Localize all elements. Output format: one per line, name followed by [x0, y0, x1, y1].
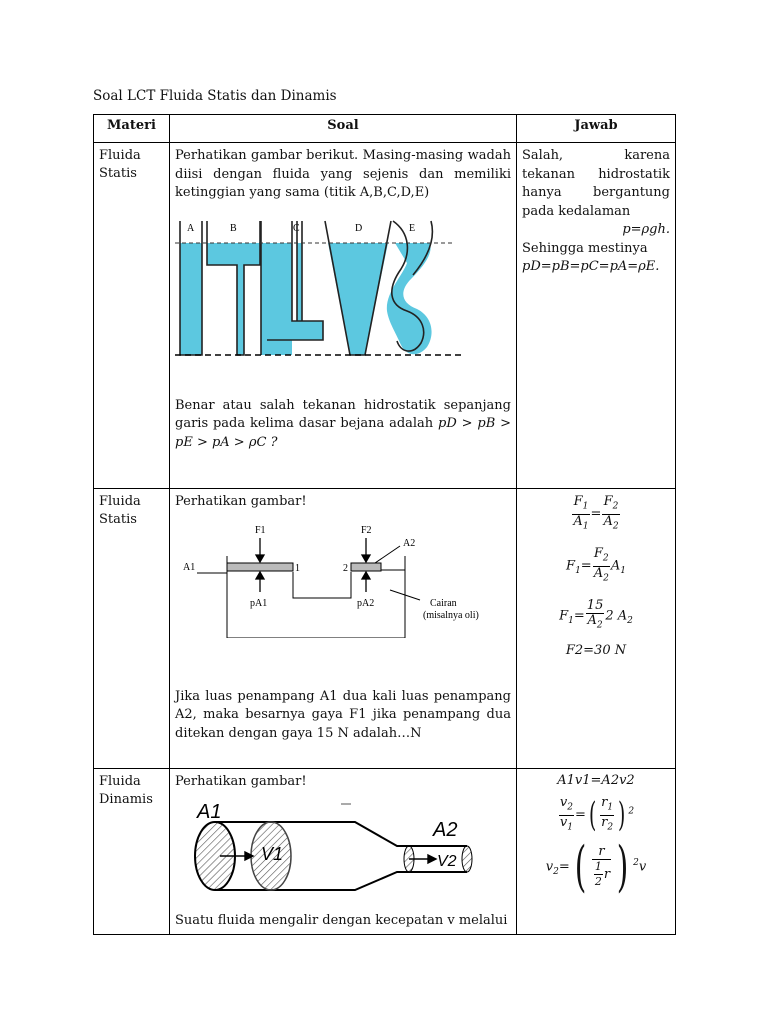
row3-eq-2: $\frac{v_2}{v_1}$ =( $\frac{r_1}{r_2}$ ) $^2$	[559, 795, 635, 836]
hydraulic-press-diagram	[175, 518, 511, 638]
vessel-label-c: C	[293, 222, 300, 234]
row2-eq-4: F2=30 N	[565, 642, 627, 658]
row2-materi: Fluida Statis	[94, 489, 170, 769]
label-pa1: pA1	[250, 597, 268, 609]
row2-soal-question: Jika luas penampang A1 dua kali luas penampang A2, maka besarnya gaya F1 jika penampang dua ditekan dengan gaya 15 N adalah…N	[175, 688, 511, 741]
row3-eq-3: $v_2=$( r $\frac{1}{2}$ r ) $^2$v	[545, 835, 647, 899]
row1-jawab-text-2: Sehingga mestinya	[522, 240, 648, 256]
row1-soal-question	[175, 397, 511, 453]
row3-soal-question	[175, 912, 511, 931]
pipe-label-a2: A2	[433, 818, 458, 841]
label-oli: (misalnya oli)	[423, 609, 479, 621]
row1-question-formula: pD > pB > pE > pA > ρC ?	[175, 416, 511, 450]
pipe-label-a1: A1	[197, 800, 222, 823]
label-point-1: 1	[295, 562, 300, 574]
vessel-label-e: E	[409, 222, 416, 234]
row2-soal	[170, 489, 517, 769]
header-soal: Soal	[170, 115, 517, 143]
row2-eq-3: $F_1=$ $\frac{15}{A_2}$ 2 $A_2$	[559, 598, 633, 631]
vessel-label-d: D	[355, 222, 363, 234]
vessel-label-a: A	[187, 222, 195, 234]
label-cairan: Cairan	[430, 597, 457, 609]
row1-jawab	[517, 143, 676, 489]
label-a1: A1	[183, 561, 196, 573]
table-row	[94, 489, 676, 769]
row2-eq-1: $\frac{F_1}{A_1}$ = $\frac{F_2}{A_2}$	[573, 494, 619, 532]
row1-soal-intro: Perhatikan gambar berikut. Masing-masing wadah diisi dengan fluida yang sejenis dan memiliki ketinggian yang sama (titik A,B,C,D,E)	[175, 148, 511, 200]
question-table	[93, 114, 676, 935]
label-f2: F2	[361, 524, 372, 536]
row1-jawab-formula-1: p=ρgh.	[622, 222, 670, 237]
pipe-label-v2: V2	[437, 852, 457, 870]
header-jawab: Jawab	[517, 115, 676, 143]
header-materi: Materi	[94, 115, 170, 143]
row1-soal	[170, 143, 517, 489]
row1-jawab-formula-2: pD=pB=pC=pA=ρE.	[522, 259, 660, 274]
vessels-diagram	[175, 213, 511, 383]
row3-eq-1: A1v1=A2v2	[557, 773, 635, 788]
row1-jawab-text: Salah, karena tekanan hidrostatik hanya bergantung pada kedalaman	[522, 148, 670, 219]
row3-materi: Fluida Dinamis	[94, 769, 170, 935]
table-row	[94, 769, 676, 935]
row3-jawab	[517, 769, 676, 935]
row2-soal-intro: Perhatikan gambar!	[175, 494, 307, 509]
pipe-flow-diagram	[175, 794, 511, 906]
pipe-label-v1: V1	[261, 843, 284, 864]
row1-materi: Fluida Statis	[94, 143, 170, 489]
row1-question-text: Benar atau salah tekanan hidrostatik sepanjang garis pada kelima dasar bejana adalah	[175, 397, 511, 431]
label-a2: A2	[403, 537, 416, 549]
row3-soal-intro: Perhatikan gambar!	[175, 774, 307, 789]
row2-jawab	[517, 489, 676, 769]
label-point-2: 2	[343, 562, 348, 574]
table-header-row	[94, 115, 676, 143]
row3-question-text: Suatu fluida mengalir dengan kecepatan v melalui	[175, 912, 508, 928]
document-title: Soal LCT Fluida Statis dan Dinamis	[93, 88, 337, 104]
row2-eq-2: $F_1=$ $\frac{F_2}{A_2}$ $A_1$	[566, 546, 626, 584]
table-row	[94, 143, 676, 489]
label-f1: F1	[255, 524, 266, 536]
row3-soal	[170, 769, 517, 935]
vessel-label-b: B	[230, 222, 237, 234]
label-pa2: pA2	[357, 597, 375, 609]
